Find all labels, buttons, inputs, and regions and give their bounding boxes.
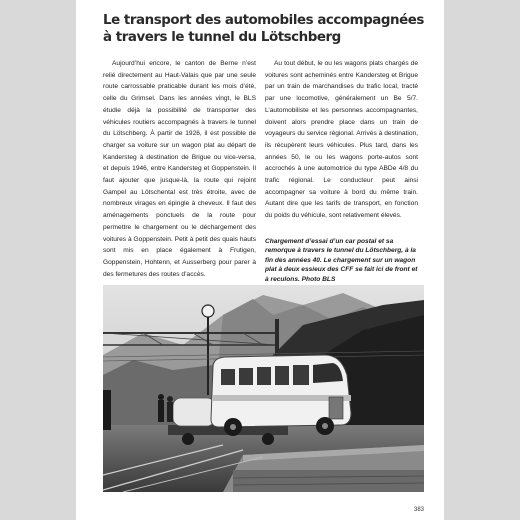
page-number: 383: [413, 507, 424, 513]
historic-photo: [103, 285, 424, 492]
page-title: [103, 12, 423, 46]
photo-caption: Chargement d’essai d’un car postal et sa remorque à travers le tunnel du Lötschberg, à la fin des années 40. Le chargement sur un wagon plat à deux essieux des CFF se fait ici de front et à reculons. Photo BLS: [265, 238, 418, 283]
title-line-1: Le transport des automobiles accompagnées: [103, 13, 424, 28]
left-column-text: Aujourd’hui encore, le canton de Berne n’est relié directement au Haut-Valais que par une seule route carrossable praticable durant les mois d’été, celle du Grimsel. Dans les années vingt, le BLS étudie déjà la possibilité de transporter des véhicules routiers accompagnés à travers le tunnel du Lötschberg. À partir de 1926, il est possible de charger sa voiture sur un wagon plat au départ de Kandersteg à destination de Brigue ou vice-versa, et depuis 1946, entre Kandersteg et Goppenstein. Il faut ajouter que jusque-là, la route qui rejoint Gampel au Lötschental est très étroite, avec de nombreux virages en épingle à cheveux. Il faut des aménagements ponctuels de la route pour permettre le chargement ou le déchargement des voitures à Goppenstein. Petit à petit des quais hauts sont mis en place également à Frutigen, Goppenstein, Hohtenn, et Ausserberg pour parer à des fermetures des routes d’accès.: [103, 60, 256, 278]
bus-on-flat-wagon-photo: [103, 285, 424, 492]
title-line-2: à travers le tunnel du Lötschberg: [103, 30, 341, 45]
book-page: [76, 0, 444, 520]
right-column-text: Au tout début, le ou les wagons plats chargés de voitures sont acheminés entre Kandersteg et Brigue par un train de marchandises du trafic local, tracté par une locomotive, généralement un Be 5/7. L’automobiliste et les personnes accompagnantes, doivent alors prendre place dans un train de voyageurs du service régional. Arrivés à destination, ils récupèrent leurs véhicules. Plus tard, dans les années 50, le ou les wagons porte-autos sont accrochés à une automotrice du type ABDe 4/8 du trafic régional. Le conducteur peut ainsi accompagner sa voiture à bord du même train. Autant dire que les tarifs de transport, en fonction du poids du véhicule, sont relativement élevés.: [265, 60, 418, 220]
